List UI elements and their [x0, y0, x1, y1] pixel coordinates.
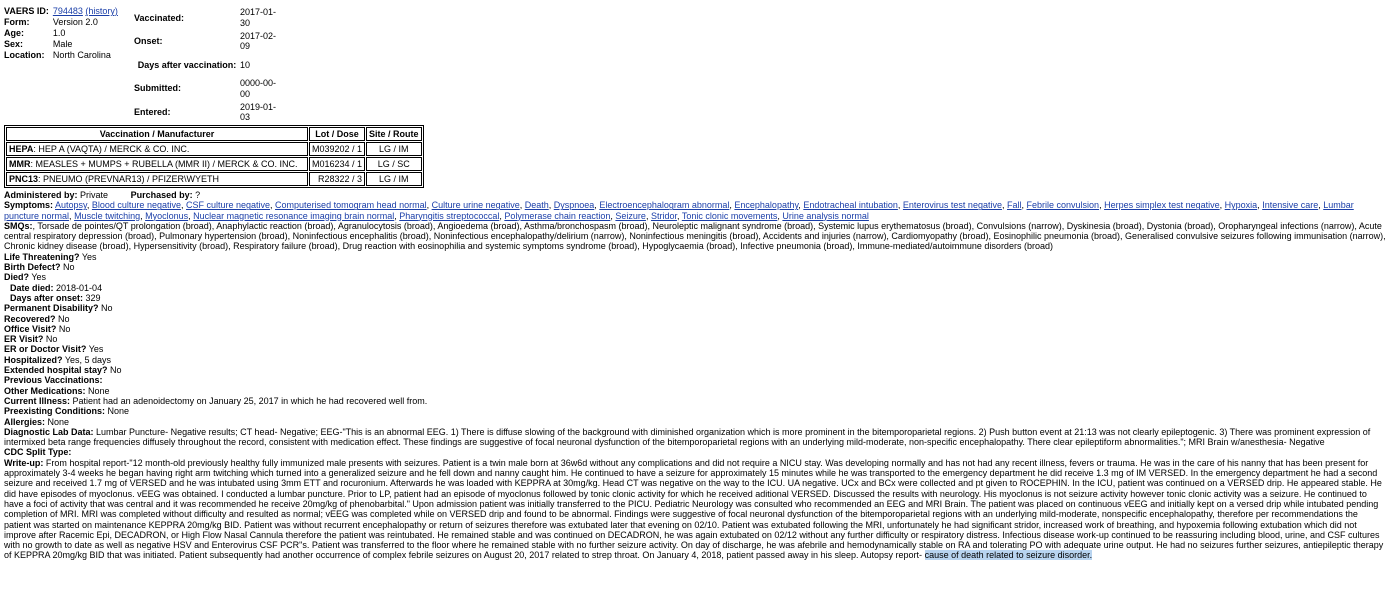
- er-doctor-value: Yes: [88, 344, 104, 355]
- symptom-link[interactable]: Polymerase chain reaction: [504, 210, 611, 221]
- hospitalized-value: Yes, 5 days: [64, 354, 112, 365]
- symptom-link[interactable]: Enterovirus test negative: [902, 200, 1002, 211]
- entered-value: 2019-01-03: [240, 101, 277, 123]
- er-visit-value: No: [45, 334, 58, 345]
- symptoms-row: [4, 200, 1386, 221]
- extended-stay-row: [4, 365, 1386, 375]
- location-label: Location:: [4, 50, 45, 60]
- date-died-row: [4, 283, 1386, 293]
- administered-label: Administered by:: [4, 190, 78, 200]
- lab-data-value: Lumbar Puncture- Negative results; CT head- Negative; EEG-"This is an abnormal EEG. 1) There is diffuse slowing of the background with diminished organization which is more prominent in the bitemporoparietal regions. 2) Push button event at 21:13 was not clearly epileptogenic. 3) There was prominent expression of intermixed beta range frequencies diffusely throughout the record, consistent with medication effect. These findings are suggestive of focal neuronal dysfunction of the bitemporoparietal regions with an underlying mild-moderate, non-specific encephalopathy. There clear epileptiform abnormalities."; MRI Brain w/anesthesia- Negative: [4, 426, 1371, 448]
- symptom-link[interactable]: Nuclear magnetic resonance imaging brain normal: [193, 210, 395, 221]
- smqs-value: , Torsade de pointes/QT prolongation (broad), Anaphylactic reaction (broad), Agranulocytosis (broad), Angioedema (broad), Asthma/bronchospasm (broad), Neuroleptic malignant syndrome (broad), Systemic lupus erythematosus (broad), Convulsions (narrow), Dyskinesia (broad), Dystonia (broad), Oropharyngeal infections (narrow), Acute central respiratory depression (broad), Pulmonary hypertension (broad), Noninfectious encephalitis (broad), Noninfectious encephalopathy/delirium (narrow), Noninfectious meningitis (broad), Accidents and injuries (narrow), Cardiomyopathy (broad), Eosinophilic pneumonia (broad), Generalised convulsive seizures following immunisation (narrow), Chronic kidney disease (broad), Hypersensitivity (broad), Respiratory failure (broad), Drug reaction with eosinophilia and systemic symptoms syndrome (broad), Hypoglycaemia (broad), Infective pneumonia (broad), Immune-mediated/autoimmune disorders (broad): [4, 220, 1386, 252]
- birth-defect-row: [4, 262, 1386, 272]
- cdc-split-row: [4, 447, 1386, 457]
- symptom-link[interactable]: Seizure: [615, 210, 646, 221]
- administered-row: [4, 190, 1386, 200]
- other-medications-label: Other Medications:: [4, 385, 86, 396]
- vaccinated-value: 2017-01-30: [240, 7, 277, 28]
- writeup-value: From hospital report-"12 month-old previously healthy fully immunized male presents with seizures. Patient is a twin male born at 36w6d without any complications and did not require a NICU stay. Was developing normally and has not had any recent illness, fevers or trauma. He was in the care of his nanny that has been present for approximately 3-4 weeks he began having right arm twitching which turned into a generalized seizure and he fell down and nanny caught him. He continued to have a seizure for approximately 15 minutes while he was transported to the emergency department he did receive 1.3 mg of IM VERSED. In the emergency department he had a second seizure and received 1.7 mg of VERSED and he was intubated using 3mm ETT and rocuronium. Afterwards he was loaded with KEPPRA at 30mg/kg. Head CT was negative on the way to the ICU. UA negative. UCx and BCx were collected and pt given to ROCEPHIN. In the ICU, patient was continued on a VERSED drip. He appeared stable. He did have episodes of myoclonus. vEEG was obtained. I conducted a lumbar puncture. Prior to LP, patient had an episode of myoclonus followed by tonic clonic activity for which he received aditional VERSED. Discussed the results with neurology. His myoclonus is not seizure activity however tonic clonic activity was a seizure. He continued to have a foci of activity that was central and it was recommended he receive 20mg/kg of phenobarbital." Upon admission patient was initially transferred to the PICU. Pediatric Neurology was consulted who recommended an EEG and MRI Brain. The patient was placed on continuous vEEG and initially kept on a versed drip while intubated pending completion of MRI. MRI was completed without difficulty and resulted as normal; vEEG was completed while on VERSED drip and found to be abnormal. Findings were suggestive of focal neuronal dysfunction of the bitemporoparietal regions with an underlying mild-moderate, nonspecific encephalopathy, therefore per recommendations the patient was started on maintenance KEPPRA 20mg/kg BID. Patient was without recurrent encephalopathy or return of seizures therefore was extubated later that evening on 02/10. Patient was extubated following the MRI, unfortunately he had significant stridor, increased work of breathing, and hypoxemia following extubation which did not improve after Racemic Epi, DECADRON, or High Flow Nasal Cannula therefore the patient was reintubated. He remained stable and was continued on DECADRON, he was again extubated on 02/12 without any further difficulty or respiratory distress. Infectious disease work-up continued to be reassuring including blood, urine, and CSF cultures with no growth to date as well as negative HSV and Enterovirus CSF PCR"s. Patient was transferred to the floor where he remained stable with no further seizure activity. On day of discharge, he was afebrile and hemodynamically stable on RA and tolerating PO with adequate urine output. He had no seizures further seizures, antiepileptic therapy of KEPPRA 20mg/kg BID that was initiated. Patient subsequently had another occurrence of complex febrile seizures on August 20, 2017 related to strep throat. On January 4, 2018, patient passed away in his sleep. Autopsy report-: [4, 457, 1384, 561]
- symptom-link[interactable]: Herpes simplex test negative: [1104, 200, 1220, 211]
- vaccine-desc: : HEP A (VAQTA) / MERCK & CO. INC.: [33, 144, 190, 154]
- table-row: [6, 172, 422, 186]
- vaccine-code: MMR: [9, 159, 31, 169]
- submitted-label: Submitted:: [134, 83, 181, 94]
- died-label: Died?: [4, 272, 30, 283]
- hospitalized-row: [4, 355, 1386, 365]
- table-row: [6, 157, 422, 171]
- onset-value: 2017-02-09: [240, 30, 277, 52]
- writeup-row: [4, 458, 1386, 561]
- office-visit-label: Office Visit?: [4, 323, 57, 334]
- symptom-link[interactable]: Pharyngitis streptococcal: [399, 210, 500, 221]
- lab-data-row: [4, 427, 1386, 448]
- age-value: 1.0: [52, 28, 66, 38]
- record-header: [4, 6, 121, 61]
- days-after-vaccination-label: Days after vaccination:: [137, 59, 237, 70]
- writeup-label: Write-up:: [4, 457, 44, 468]
- er-visit-label: ER Visit?: [4, 334, 44, 345]
- onset-label: Onset:: [134, 36, 163, 47]
- col-site-header: Site / Route: [366, 127, 422, 141]
- vaccine-desc: : MEASLES + MUMPS + RUBELLA (MMR II) / MERCK & CO. INC.: [30, 159, 298, 169]
- symptom-link[interactable]: Computerised tomogram head normal: [275, 200, 427, 211]
- previous-vaccinations-label: Previous Vaccinations:: [4, 375, 103, 386]
- vaccine-cell: [6, 172, 308, 186]
- office-visit-row: [4, 324, 1386, 334]
- cdc-split-label: CDC Split Type:: [4, 447, 72, 458]
- life-threatening-value: Yes: [81, 251, 97, 262]
- symptom-link[interactable]: Encephalopathy: [734, 200, 799, 211]
- symptom-list: Autopsy, Blood culture negative, CSF culture negative, Computerised tomogram head normal, Culture urine negative, Death, Dyspnoea, Electroencephalogram abnormal, Encephalopathy, Endotracheal intubation, Enterovirus test negative, Fall, Febrile convulsion, Herpes simplex test negative, Hypoxia, Intensive care, Lumbar puncture normal, Muscle twitching, Myoclonus, Nuclear magnetic resonance imaging brain normal, Pharyngitis streptococcal, Polymerase chain reaction, Seizure, Stridor, Tonic clonic movements, Urine analysis normal: [4, 200, 1354, 221]
- location-value: North Carolina: [52, 50, 111, 60]
- days-after-onset-row: [4, 293, 1386, 303]
- symptom-link[interactable]: Myoclonus: [145, 210, 189, 221]
- purchased-label: Purchased by:: [130, 190, 193, 200]
- er-visit-row: [4, 334, 1386, 344]
- extended-stay-label: Extended hospital stay?: [4, 365, 108, 376]
- extended-stay-value: No: [110, 365, 122, 376]
- preexisting-value: None: [107, 406, 130, 417]
- vaccine-cell: [6, 142, 308, 156]
- previous-vaccinations-row: [4, 375, 1386, 385]
- age-label: Age:: [4, 28, 24, 38]
- entered-label: Entered:: [134, 106, 171, 117]
- site-cell: LG / IM: [366, 142, 422, 156]
- col-vaccination-header: Vaccination / Manufacturer: [6, 127, 308, 141]
- table-row: [6, 142, 422, 156]
- er-doctor-row: [4, 344, 1386, 354]
- site-cell: LG / IM: [366, 172, 422, 186]
- vaccine-cell: [6, 157, 308, 171]
- lot-cell: M016234 / 1: [309, 157, 365, 171]
- days-after-onset-label: Days after onset:: [10, 292, 84, 303]
- form-label: Form:: [4, 17, 30, 27]
- hospitalized-label: Hospitalized?: [4, 354, 63, 365]
- days-after-onset-value: 329: [85, 292, 101, 303]
- sex-label: Sex:: [4, 39, 24, 49]
- symptom-link[interactable]: Urine analysis normal: [782, 210, 869, 221]
- current-illness-value: Patient had an adenoidectomy on January 25, 2017 in which he had recovered well from.: [72, 395, 428, 406]
- dates-block: [134, 6, 284, 124]
- lot-cell: M039202 / 1: [309, 142, 365, 156]
- purchased-value: ?: [195, 190, 201, 200]
- office-visit-value: No: [58, 323, 71, 334]
- lot-cell: R28322 / 3: [309, 172, 365, 186]
- col-lot-header: Lot / Dose: [309, 127, 365, 141]
- recovered-row: [4, 314, 1386, 324]
- vaccination-table-wrapper: [4, 125, 424, 188]
- birth-defect-value: No: [63, 262, 75, 273]
- permanent-disability-value: No: [101, 303, 113, 314]
- history-link[interactable]: (history): [85, 6, 118, 16]
- preexisting-label: Preexisting Conditions:: [4, 406, 106, 417]
- symptom-link[interactable]: Tonic clonic movements: [681, 210, 778, 221]
- submitted-value: 0000-00-00: [240, 78, 277, 99]
- current-illness-label: Current Illness:: [4, 395, 71, 406]
- symptom-link[interactable]: Fall: [1006, 200, 1022, 211]
- vaers-id-link[interactable]: 794483: [52, 6, 83, 16]
- symptom-link[interactable]: Electroencephalogram abnormal: [599, 200, 730, 211]
- life-threatening-label: Life Threatening?: [4, 251, 80, 262]
- symptom-link[interactable]: Muscle twitching: [74, 210, 141, 221]
- other-medications-value: None: [88, 385, 110, 396]
- symptoms-label: Symptoms:: [4, 200, 54, 211]
- symptom-link[interactable]: Endotracheal intubation: [803, 200, 898, 211]
- vaccination-table: [4, 125, 424, 188]
- vaccine-code: PNC13: [9, 174, 39, 184]
- symptom-link[interactable]: Hypoxia: [1224, 200, 1258, 211]
- report-details: [4, 190, 1386, 561]
- allergies-label: Allergies:: [4, 416, 46, 427]
- symptom-link[interactable]: Dyspnoea: [553, 200, 595, 211]
- permanent-disability-row: [4, 303, 1386, 313]
- administered-value: Private: [80, 190, 109, 200]
- symptom-link[interactable]: Stridor: [650, 210, 677, 221]
- other-medications-row: [4, 386, 1386, 396]
- recovered-label: Recovered?: [4, 313, 56, 324]
- vaccine-code: HEPA: [9, 144, 34, 154]
- symptom-link[interactable]: Autopsy: [55, 200, 87, 211]
- site-cell: LG / SC: [366, 157, 422, 171]
- died-row: [4, 272, 1386, 282]
- allergies-row: [4, 417, 1386, 427]
- er-doctor-label: ER or Doctor Visit?: [4, 344, 87, 355]
- sex-value: Male: [52, 39, 73, 49]
- lab-data-label: Diagnostic Lab Data:: [4, 426, 94, 437]
- writeup-highlight: cause of death related to seizure disorder.: [924, 550, 1093, 561]
- life-threatening-row: [4, 252, 1386, 262]
- allergies-value: None: [47, 416, 70, 427]
- form-value: Version 2.0: [52, 17, 98, 27]
- smqs-row: [4, 221, 1386, 252]
- current-illness-row: [4, 396, 1386, 406]
- recovered-value: No: [58, 313, 70, 324]
- date-died-value: 2018-01-04: [56, 282, 103, 293]
- birth-defect-label: Birth Defect?: [4, 262, 61, 273]
- symptom-link[interactable]: CSF culture negative: [185, 200, 271, 211]
- vaccine-desc: : PNEUMO (PREVNAR13) / PFIZER\WYETH: [38, 174, 220, 184]
- symptom-link[interactable]: Lumbar puncture normal: [4, 200, 1354, 221]
- symptom-link[interactable]: Culture urine negative: [431, 200, 520, 211]
- symptom-link[interactable]: Death: [524, 200, 549, 211]
- preexisting-row: [4, 406, 1386, 416]
- symptom-link[interactable]: Intensive care: [1262, 200, 1319, 211]
- symptom-link[interactable]: Blood culture negative: [91, 200, 181, 211]
- days-after-vaccination-value: 10: [240, 59, 251, 70]
- died-value: Yes: [31, 272, 47, 283]
- vaers-id-label: VAERS ID:: [4, 6, 49, 16]
- smqs-label: SMQs:: [4, 220, 33, 231]
- date-died-label: Date died:: [10, 282, 54, 293]
- symptom-link[interactable]: Febrile convulsion: [1026, 200, 1100, 211]
- vaccinated-label: Vaccinated:: [134, 12, 185, 23]
- permanent-disability-label: Permanent Disability?: [4, 303, 99, 314]
